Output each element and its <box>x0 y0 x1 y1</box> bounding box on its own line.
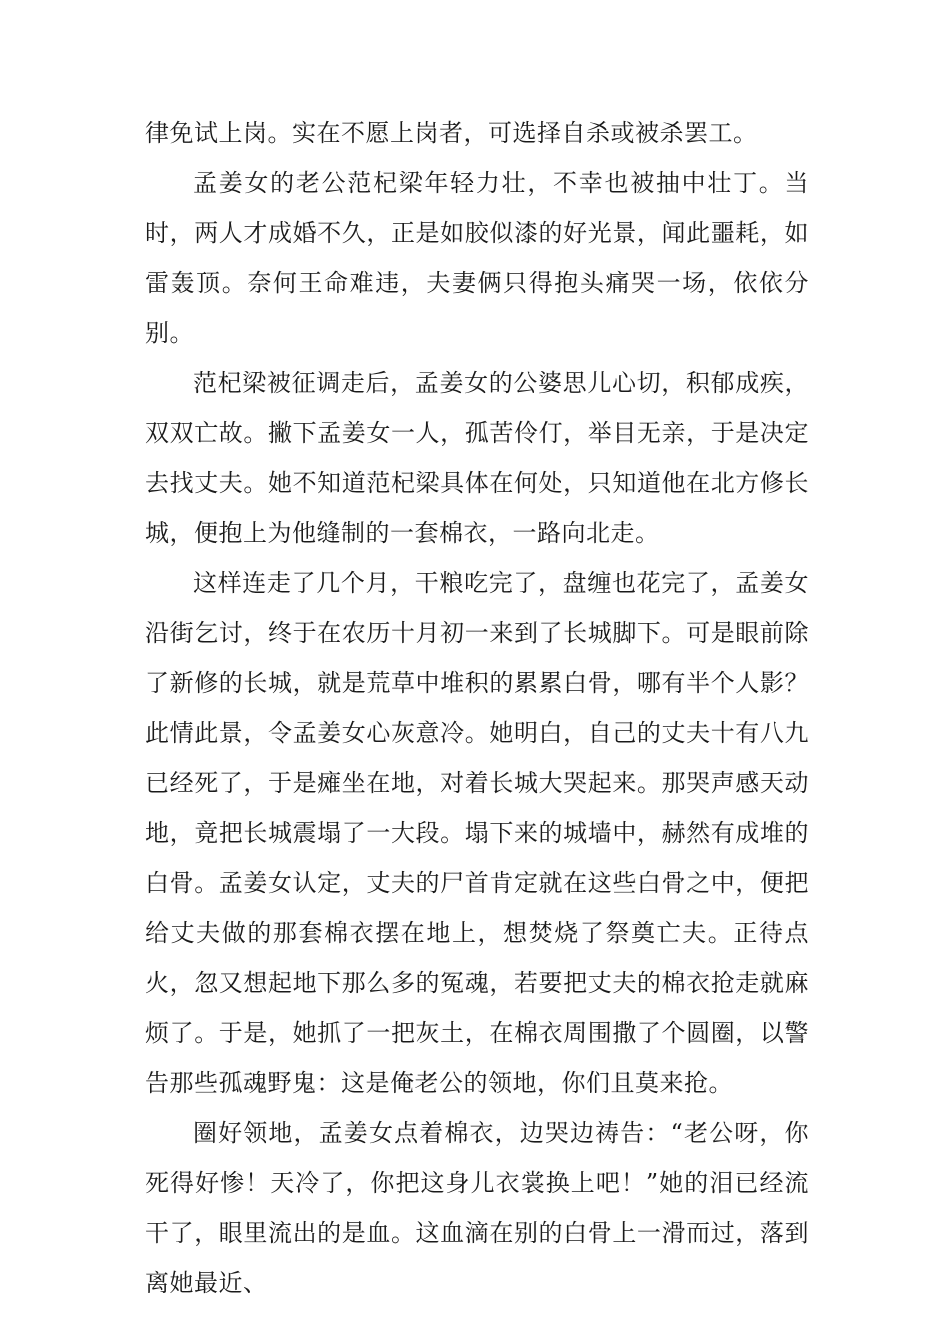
paragraph-search-for-husband: 范杞梁被征调走后，孟姜女的公婆思儿心切，积郁成疾，双双亡故。撇下孟姜女一人，孤苦伶仃，举目无亲，于是决定去找丈夫。她不知道范杞梁具体在何处，只知道他在北方修长城，便抱上为他缝制的一套棉衣，一路向北走。 <box>145 369 809 547</box>
paragraph-burning-clothes: 圈好领地，孟姜女点着棉衣，边哭边祷告：“老公呀，你死得好惨！天冷了，你把这身儿衣裳换上吧！”她的泪已经流干了，眼里流出的是血。这血滴在别的白骨上一滑而过，落到离她最近、 <box>145 1119 809 1297</box>
paragraph-continued: 律免试上岗。实在不愿上岗者，可选择自杀或被杀罢工。 <box>145 119 758 147</box>
paragraph-great-wall-collapse: 这样连走了几个月，干粮吃完了，盘缠也花完了，孟姜女沿街乞讨，终于在农历十月初一来到了长城脚下。可是眼前除了新修的长城，就是荒草中堆积的累累白骨，哪有半个人影？此情此景，令孟姜女心灰意冷。她明白，自己的丈夫十有八九已经死了，于是瘫坐在地，对着长城大哭起来。那哭声感天动地，竟把长城震塌了一大段。塌下来的城墙中，赫然有成堆的白骨。孟姜女认定，丈夫的尸首肯定就在这些白骨之中，便把给丈夫做的那套棉衣摆在地上，想焚烧了祭奠亡夫。正待点火，忽又想起地下那么多的冤魂，若要把丈夫的棉衣抢走就麻烦了。于是，她抓了一把灰土，在棉衣周围撒了个圆圈，以警告那些孤魂野鬼：这是俺老公的领地，你们且莫来抢。 <box>145 569 809 1097</box>
paragraph-fan-qiliang-drafted: 孟姜女的老公范杞梁年轻力壮，不幸也被抽中壮丁。当时，两人才成婚不久，正是如胶似漆的好光景，闻此噩耗，如雷轰顶。奈何王命难违，夫妻俩只得抱头痛哭一场，依依分别。 <box>145 169 809 347</box>
document-page <box>145 108 809 1308</box>
